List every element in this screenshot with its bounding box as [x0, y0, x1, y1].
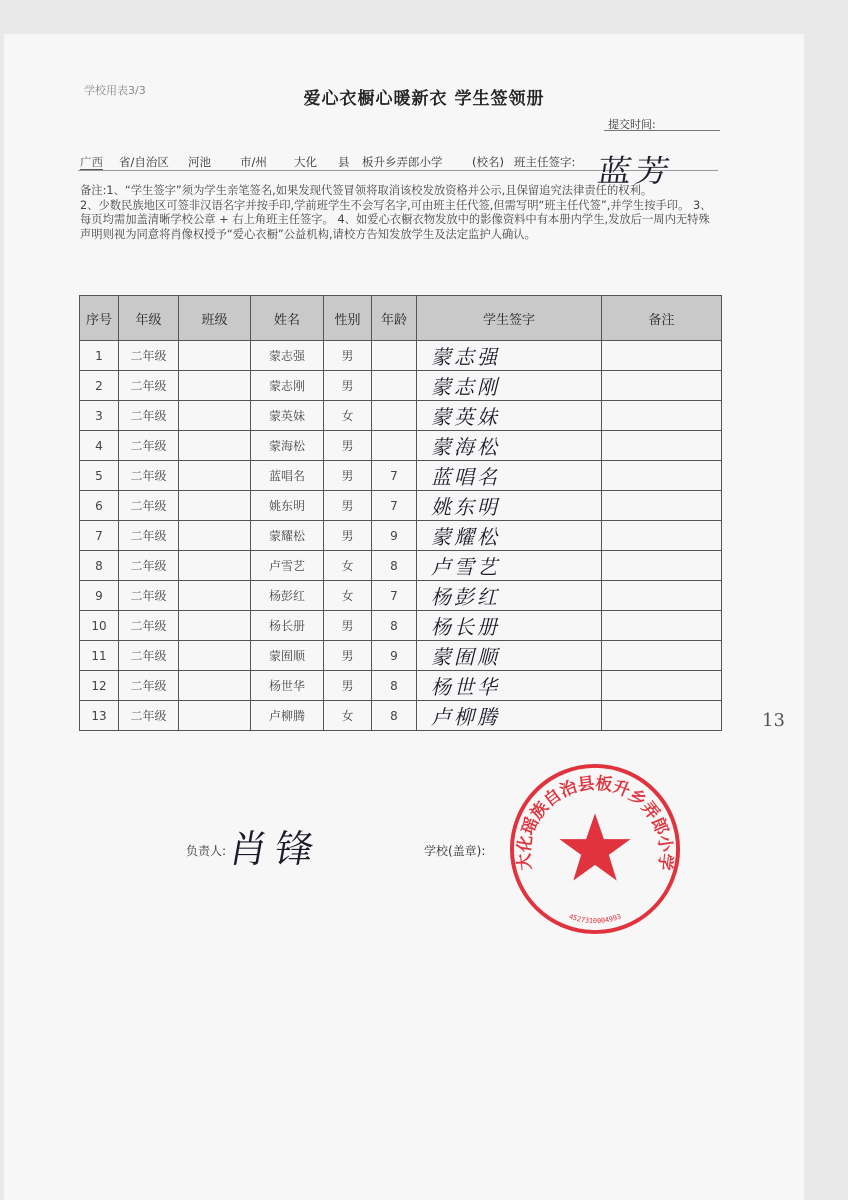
cell-remark: [602, 491, 722, 521]
cell-age: 7: [372, 461, 417, 491]
province-suffix: 省/自治区: [119, 155, 169, 169]
col-header-name: 姓名: [251, 296, 324, 341]
col-header-grade: 年级: [119, 296, 179, 341]
cell-gender: 男: [324, 341, 372, 371]
submit-time-line: [604, 130, 720, 131]
table-row: [80, 461, 722, 491]
cell-grade: 二年级: [119, 641, 179, 671]
teacher-signature: 蓝芳: [595, 153, 677, 190]
cell-signature: 蓝唱名: [417, 461, 602, 491]
cell-grade: 二年级: [119, 461, 179, 491]
cell-remark: [602, 461, 722, 491]
responsible-label: 负责人:: [186, 844, 227, 858]
cell-gender: 男: [324, 431, 372, 461]
cell-signature: 蒙耀松: [417, 521, 602, 551]
cell-name: 杨彭红: [251, 581, 324, 611]
cell-class: [179, 491, 251, 521]
cell-remark: [602, 551, 722, 581]
county-value: 大化: [294, 155, 317, 169]
city-value: 河池: [188, 155, 211, 169]
cell-gender: 女: [324, 551, 372, 581]
col-header-age: 年龄: [372, 296, 417, 341]
cell-name: 杨世华: [251, 671, 324, 701]
cell-remark: [602, 431, 722, 461]
cell-class: [179, 581, 251, 611]
cell-age: 9: [372, 521, 417, 551]
cell-age: 8: [372, 701, 417, 731]
cell-class: [179, 611, 251, 641]
responsible-signature: 肖锋: [225, 827, 326, 871]
cell-name: 蓝唱名: [251, 461, 324, 491]
cell-name: 蒙英妹: [251, 401, 324, 431]
cell-no: 5: [80, 461, 119, 491]
cell-gender: 男: [324, 491, 372, 521]
cell-signature: 蒙英妹: [417, 401, 602, 431]
cell-remark: [602, 521, 722, 551]
table-row: [80, 341, 722, 371]
cell-no: 7: [80, 521, 119, 551]
cell-signature: 卢雪艺: [417, 551, 602, 581]
cell-signature: 杨长册: [417, 611, 602, 641]
seal-code-path: 4527310004993: [567, 912, 623, 926]
seal-text-path: 大化瑶族自治县板升乡弄郎小学: [513, 772, 677, 872]
cell-class: [179, 671, 251, 701]
cell-name: 蒙志刚: [251, 371, 324, 401]
cell-no: 3: [80, 401, 119, 431]
cell-grade: 二年级: [119, 491, 179, 521]
cell-remark: [602, 401, 722, 431]
table-row: [80, 581, 722, 611]
cell-grade: 二年级: [119, 341, 179, 371]
table-row: [80, 431, 722, 461]
cell-gender: 女: [324, 581, 372, 611]
cell-gender: 男: [324, 611, 372, 641]
cell-class: [179, 371, 251, 401]
table-header-row: [80, 296, 722, 341]
table-row: [80, 521, 722, 551]
cell-name: 蒙囿顺: [251, 641, 324, 671]
cell-no: 4: [80, 431, 119, 461]
cell-no: 1: [80, 341, 119, 371]
cell-name: 杨长册: [251, 611, 324, 641]
cell-no: 12: [80, 671, 119, 701]
page-title: 爱心衣橱心暖新衣 学生签领册: [303, 89, 545, 109]
cell-signature: 蒙志强: [417, 341, 602, 371]
cell-no: 8: [80, 551, 119, 581]
table-row: [80, 371, 722, 401]
table-row: [80, 701, 722, 731]
cell-remark: [602, 641, 722, 671]
cell-age: [372, 371, 417, 401]
cell-grade: 二年级: [119, 431, 179, 461]
school-seal: [506, 760, 684, 938]
cell-class: [179, 461, 251, 491]
cell-no: 9: [80, 581, 119, 611]
cell-gender: 女: [324, 401, 372, 431]
col-header-gender: 性别: [324, 296, 372, 341]
cell-class: [179, 401, 251, 431]
cell-class: [179, 341, 251, 371]
table-row: [80, 671, 722, 701]
cell-signature: 杨世华: [417, 671, 602, 701]
cell-name: 卢雪艺: [251, 551, 324, 581]
cell-no: 10: [80, 611, 119, 641]
page-count: 13: [762, 710, 785, 731]
cell-age: 7: [372, 581, 417, 611]
seal-code: [568, 912, 622, 925]
cell-age: [372, 431, 417, 461]
note-2: 2、少数民族地区可签非汉语名字并按手印,学前班学生不会写名字,可由班主任代签,但需写明“班主任代签”,并学生按手印。 3、每页均需加盖清晰学校公章 + 右上角班主任签字。 4、如爱心衣橱衣物发放中的影像资料中有本册内学生,发放后一周内无特殊声明则视为同意将肖像权授予“爱心衣橱”公益机构,请校方告知发放学生及法定监护人确认。: [80, 198, 712, 241]
submit-time-label: 提交时间:: [608, 118, 656, 131]
school-value: 板升乡弄郎小学: [362, 155, 443, 169]
cell-gender: 男: [324, 461, 372, 491]
cell-grade: 二年级: [119, 521, 179, 551]
cell-gender: 男: [324, 641, 372, 671]
cell-age: 8: [372, 671, 417, 701]
cell-grade: 二年级: [119, 371, 179, 401]
cell-grade: 二年级: [119, 551, 179, 581]
table-row: [80, 641, 722, 671]
cell-gender: 男: [324, 521, 372, 551]
address-province: [80, 154, 103, 170]
cell-class: [179, 521, 251, 551]
notes-block: [80, 184, 720, 242]
cell-age: 9: [372, 641, 417, 671]
col-header-no: 序号: [80, 296, 119, 341]
cell-gender: 女: [324, 701, 372, 731]
cell-signature: 蒙囿顺: [417, 641, 602, 671]
col-header-class: 班级: [179, 296, 251, 341]
cell-class: [179, 641, 251, 671]
cell-class: [179, 701, 251, 731]
table-row: [80, 551, 722, 581]
cell-class: [179, 431, 251, 461]
cell-name: 姚东明: [251, 491, 324, 521]
cell-grade: 二年级: [119, 401, 179, 431]
note-1: 备注:1、“学生签字”须为学生亲笔签名,如果发现代签冒领将取消该校发放资格并公示,且保留追究法律责任的权利。: [80, 184, 653, 197]
cell-signature: 卢柳腾: [417, 701, 602, 731]
province-value: 广西: [80, 155, 103, 169]
col-header-signature: 学生签字: [417, 296, 602, 341]
cell-gender: 男: [324, 671, 372, 701]
table-row: [80, 611, 722, 641]
cell-age: 8: [372, 611, 417, 641]
cell-name: 蒙海松: [251, 431, 324, 461]
cell-age: 7: [372, 491, 417, 521]
cell-no: 2: [80, 371, 119, 401]
cell-age: [372, 401, 417, 431]
roster-table: [79, 295, 722, 731]
cell-no: 13: [80, 701, 119, 731]
cell-grade: 二年级: [119, 611, 179, 641]
school-suffix: (校名): [472, 155, 504, 169]
table-body: [80, 341, 722, 731]
cell-signature: 蒙海松: [417, 431, 602, 461]
county-suffix: 县: [338, 155, 350, 169]
cell-grade: 二年级: [119, 701, 179, 731]
cell-name: 蒙耀松: [251, 521, 324, 551]
cell-signature: 姚东明: [417, 491, 602, 521]
school-seal-label: 学校(盖章):: [424, 844, 486, 858]
seal-star-icon: [559, 813, 630, 880]
cell-age: 8: [372, 551, 417, 581]
cell-signature: 蒙志刚: [417, 371, 602, 401]
cell-remark: [602, 671, 722, 701]
cell-grade: 二年级: [119, 671, 179, 701]
col-header-remark: 备注: [602, 296, 722, 341]
cell-remark: [602, 701, 722, 731]
form-number: 学校用表3/3: [84, 84, 146, 97]
table-row: [80, 491, 722, 521]
cell-remark: [602, 341, 722, 371]
cell-class: [179, 551, 251, 581]
teacher-sign-label: 班主任签字:: [514, 155, 576, 169]
cell-no: 11: [80, 641, 119, 671]
cell-grade: 二年级: [119, 581, 179, 611]
cell-age: [372, 341, 417, 371]
cell-name: 蒙志强: [251, 341, 324, 371]
cell-gender: 男: [324, 371, 372, 401]
cell-remark: [602, 611, 722, 641]
cell-signature: 杨彭红: [417, 581, 602, 611]
city-suffix: 市/州: [240, 155, 267, 169]
cell-no: 6: [80, 491, 119, 521]
cell-remark: [602, 581, 722, 611]
cell-name: 卢柳腾: [251, 701, 324, 731]
table-row: [80, 401, 722, 431]
cell-remark: [602, 371, 722, 401]
